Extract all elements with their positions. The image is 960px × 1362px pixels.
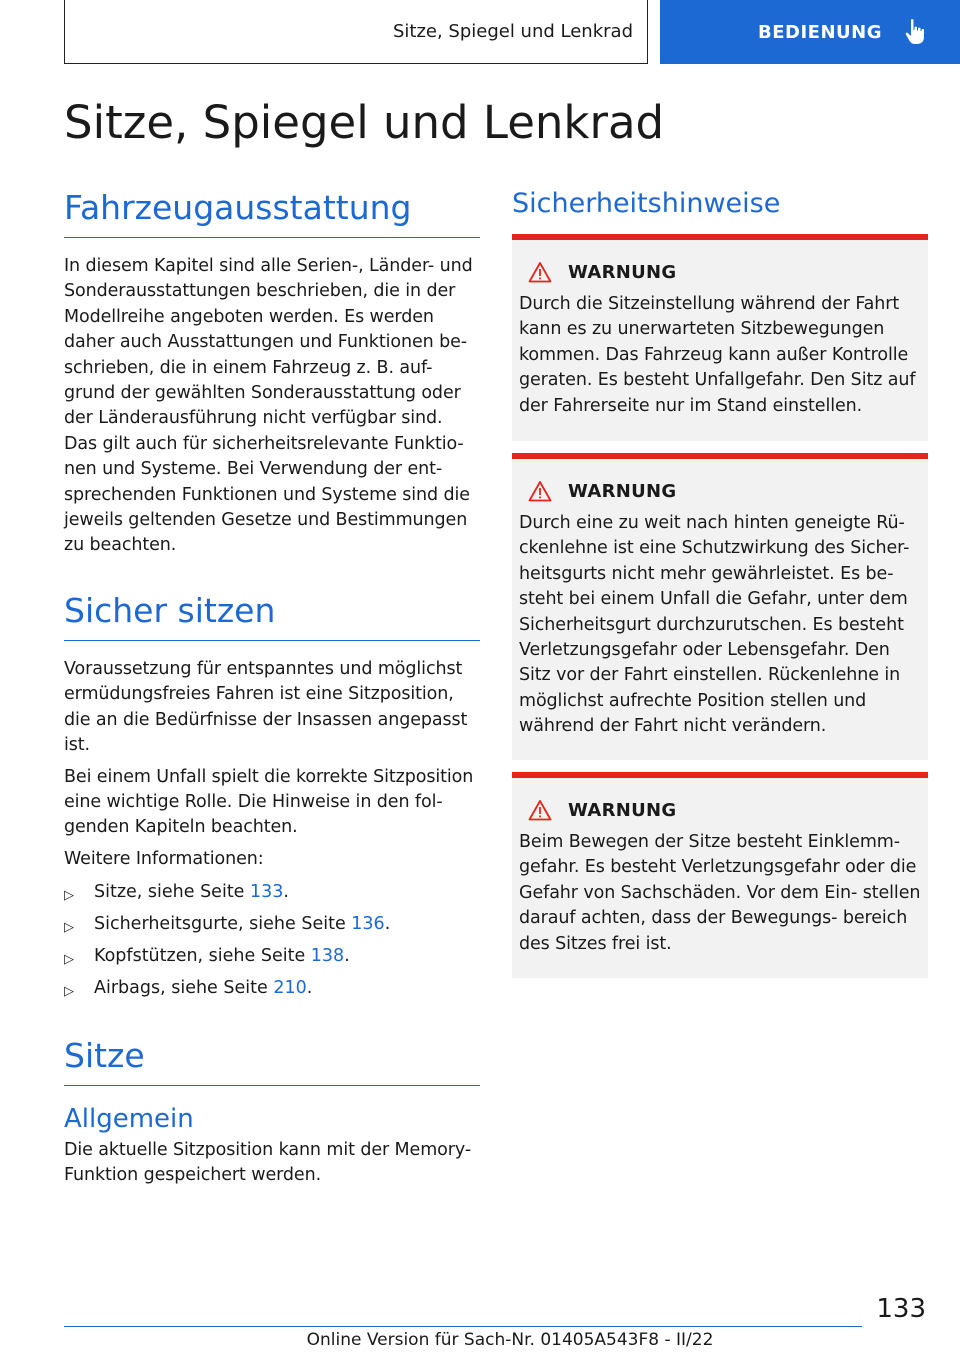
heading-sicherheitshinweise: Sicherheitshinweise — [512, 188, 781, 219]
section-sitze — [64, 1036, 480, 1086]
warning-triangle-icon — [528, 480, 552, 502]
heading-sicher-sitzen: Sicher sitzen — [64, 591, 480, 641]
warning-text: Durch eine zu weit nach hinten geneigte Rü- ckenlehne ist eine Schutzwirkung des Sicher- heitsgurts nicht mehr gewährleistet. Es be- steht bei einem Unfall die Gefahr, unter dem Sicherheitsgurt durchzurutschen. Es besteht Verletzungsgefahr oder Lebensgefahr. Den Sitz vor der Fahrt einstellen. Rückenlehne in möglichst aufrechte Position stellen und während der Fahrt nicht verändern. — [519, 513, 910, 737]
bullet-triangle-icon: ▷ — [64, 952, 74, 968]
list-item: ▷ Sitze, siehe Seite 133. — [64, 880, 480, 912]
fahrzeugausstattung-body — [64, 254, 480, 559]
page-link[interactable]: 133 — [250, 882, 284, 903]
warning-text: Durch die Sitzeinstellung während der Fahrt kann es zu unerwarteten Sitzbewegungen kommen. Das Fahrzeug kann außer Kontrolle geraten. Es besteht Unfallgefahr. Den Sitz auf der Fahrerseite nur im Stand einstellen. — [519, 294, 916, 416]
bullet-triangle-icon: ▷ — [64, 984, 74, 1000]
section-fahrzeugausstattung — [64, 188, 480, 238]
paragraph: Die aktuelle Sitzposition kann mit der Memory- Funktion gespeichert werden. — [64, 1140, 472, 1186]
header-chapter-text: BEDIENUNG — [758, 21, 882, 43]
heading-sitze: Sitze — [64, 1036, 480, 1086]
warning-header — [519, 477, 922, 505]
warning-header — [519, 258, 922, 286]
paragraph: Bei einem Unfall spielt die korrekte Sitzposition eine wichtige Rolle. Die Hinweise in den fol- genden Kapiteln beachten. — [64, 766, 474, 838]
warning-label: WARNUNG — [568, 480, 677, 502]
warning-box — [512, 453, 928, 760]
warning-triangle-icon — [528, 799, 552, 821]
header-section-text: Sitze, Spiegel und Lenkrad — [392, 21, 633, 42]
warning-box — [512, 772, 928, 978]
pointing-hand-icon — [904, 18, 928, 46]
page-link[interactable]: 138 — [310, 946, 345, 967]
warning-box — [512, 234, 928, 441]
subheading-allgemein: Allgemein — [64, 1104, 194, 1134]
sitze-body — [64, 1104, 480, 1189]
footer-text: Online Version für Sach-Nr. 01405A543F8 - II/22 — [306, 1330, 714, 1350]
more-info-label: Weitere Informationen: — [64, 848, 264, 869]
paragraph: In diesem Kapitel sind alle Serien-, Länder- und Sonderausstattungen beschrieben, die in der Modellreihe angeboten werden. Es werden daher auch Ausstattungen und Funktionen be- schrieben, die in einem Fahrzeug z. B. auf- grund der gewählten Sonderausstattung oder der Länderausführung nicht verfügbar sind. Das gilt auch für sicherheitsrelevante Funktio- nen und Systeme. Bei Verwendung der ent- sprechenden Funktionen und Systeme sind die jeweils geltenden Gesetze und Bestimmungen zu beachten. — [64, 256, 473, 556]
heading-fahrzeugausstattung: Fahrzeugausstattung — [64, 188, 480, 238]
page-number: 133 — [876, 1294, 926, 1324]
warning-label: WARNUNG — [568, 261, 677, 283]
warning-text: Beim Bewegen der Sitze besteht Einklemm- gefahr. Es besteht Verletzungsgefahr oder die Gefahr von Sachschäden. Vor dem Ein- stellen darauf achten, dass der Bewegungs- bereich des Sitzes frei ist. — [519, 832, 921, 954]
bullet-triangle-icon: ▷ — [64, 888, 74, 904]
header-chapter-tab[interactable] — [660, 0, 960, 64]
bullet-triangle-icon: ▷ — [64, 920, 74, 936]
warning-header — [519, 796, 922, 824]
warning-label: WARNUNG — [568, 799, 677, 821]
page-title: Sitze, Spiegel und Lenkrad — [64, 96, 665, 149]
reference-list — [64, 880, 480, 1008]
list-item: ▷ Airbags, siehe Seite 210. — [64, 976, 480, 1008]
section-sicherheitshinweise — [512, 188, 928, 219]
page-link[interactable]: 210 — [273, 978, 307, 999]
sicher-sitzen-body — [64, 657, 480, 1008]
list-item: ▷ Sicherheitsgurte, siehe Seite 136. — [64, 912, 480, 944]
header-section-label — [64, 0, 648, 64]
paragraph: Voraussetzung für entspanntes und möglichst ermüdungsfreies Fahren ist eine Sitzposition, die an die Bedürfnisse der Insassen angepasst ist. — [64, 659, 468, 756]
page-link[interactable]: 136 — [351, 914, 385, 935]
section-sicher-sitzen — [64, 591, 480, 641]
list-item: ▷ Kopfstützen, siehe Seite 138. — [64, 944, 480, 976]
warning-triangle-icon — [528, 261, 552, 283]
footer-divider — [64, 1326, 862, 1327]
